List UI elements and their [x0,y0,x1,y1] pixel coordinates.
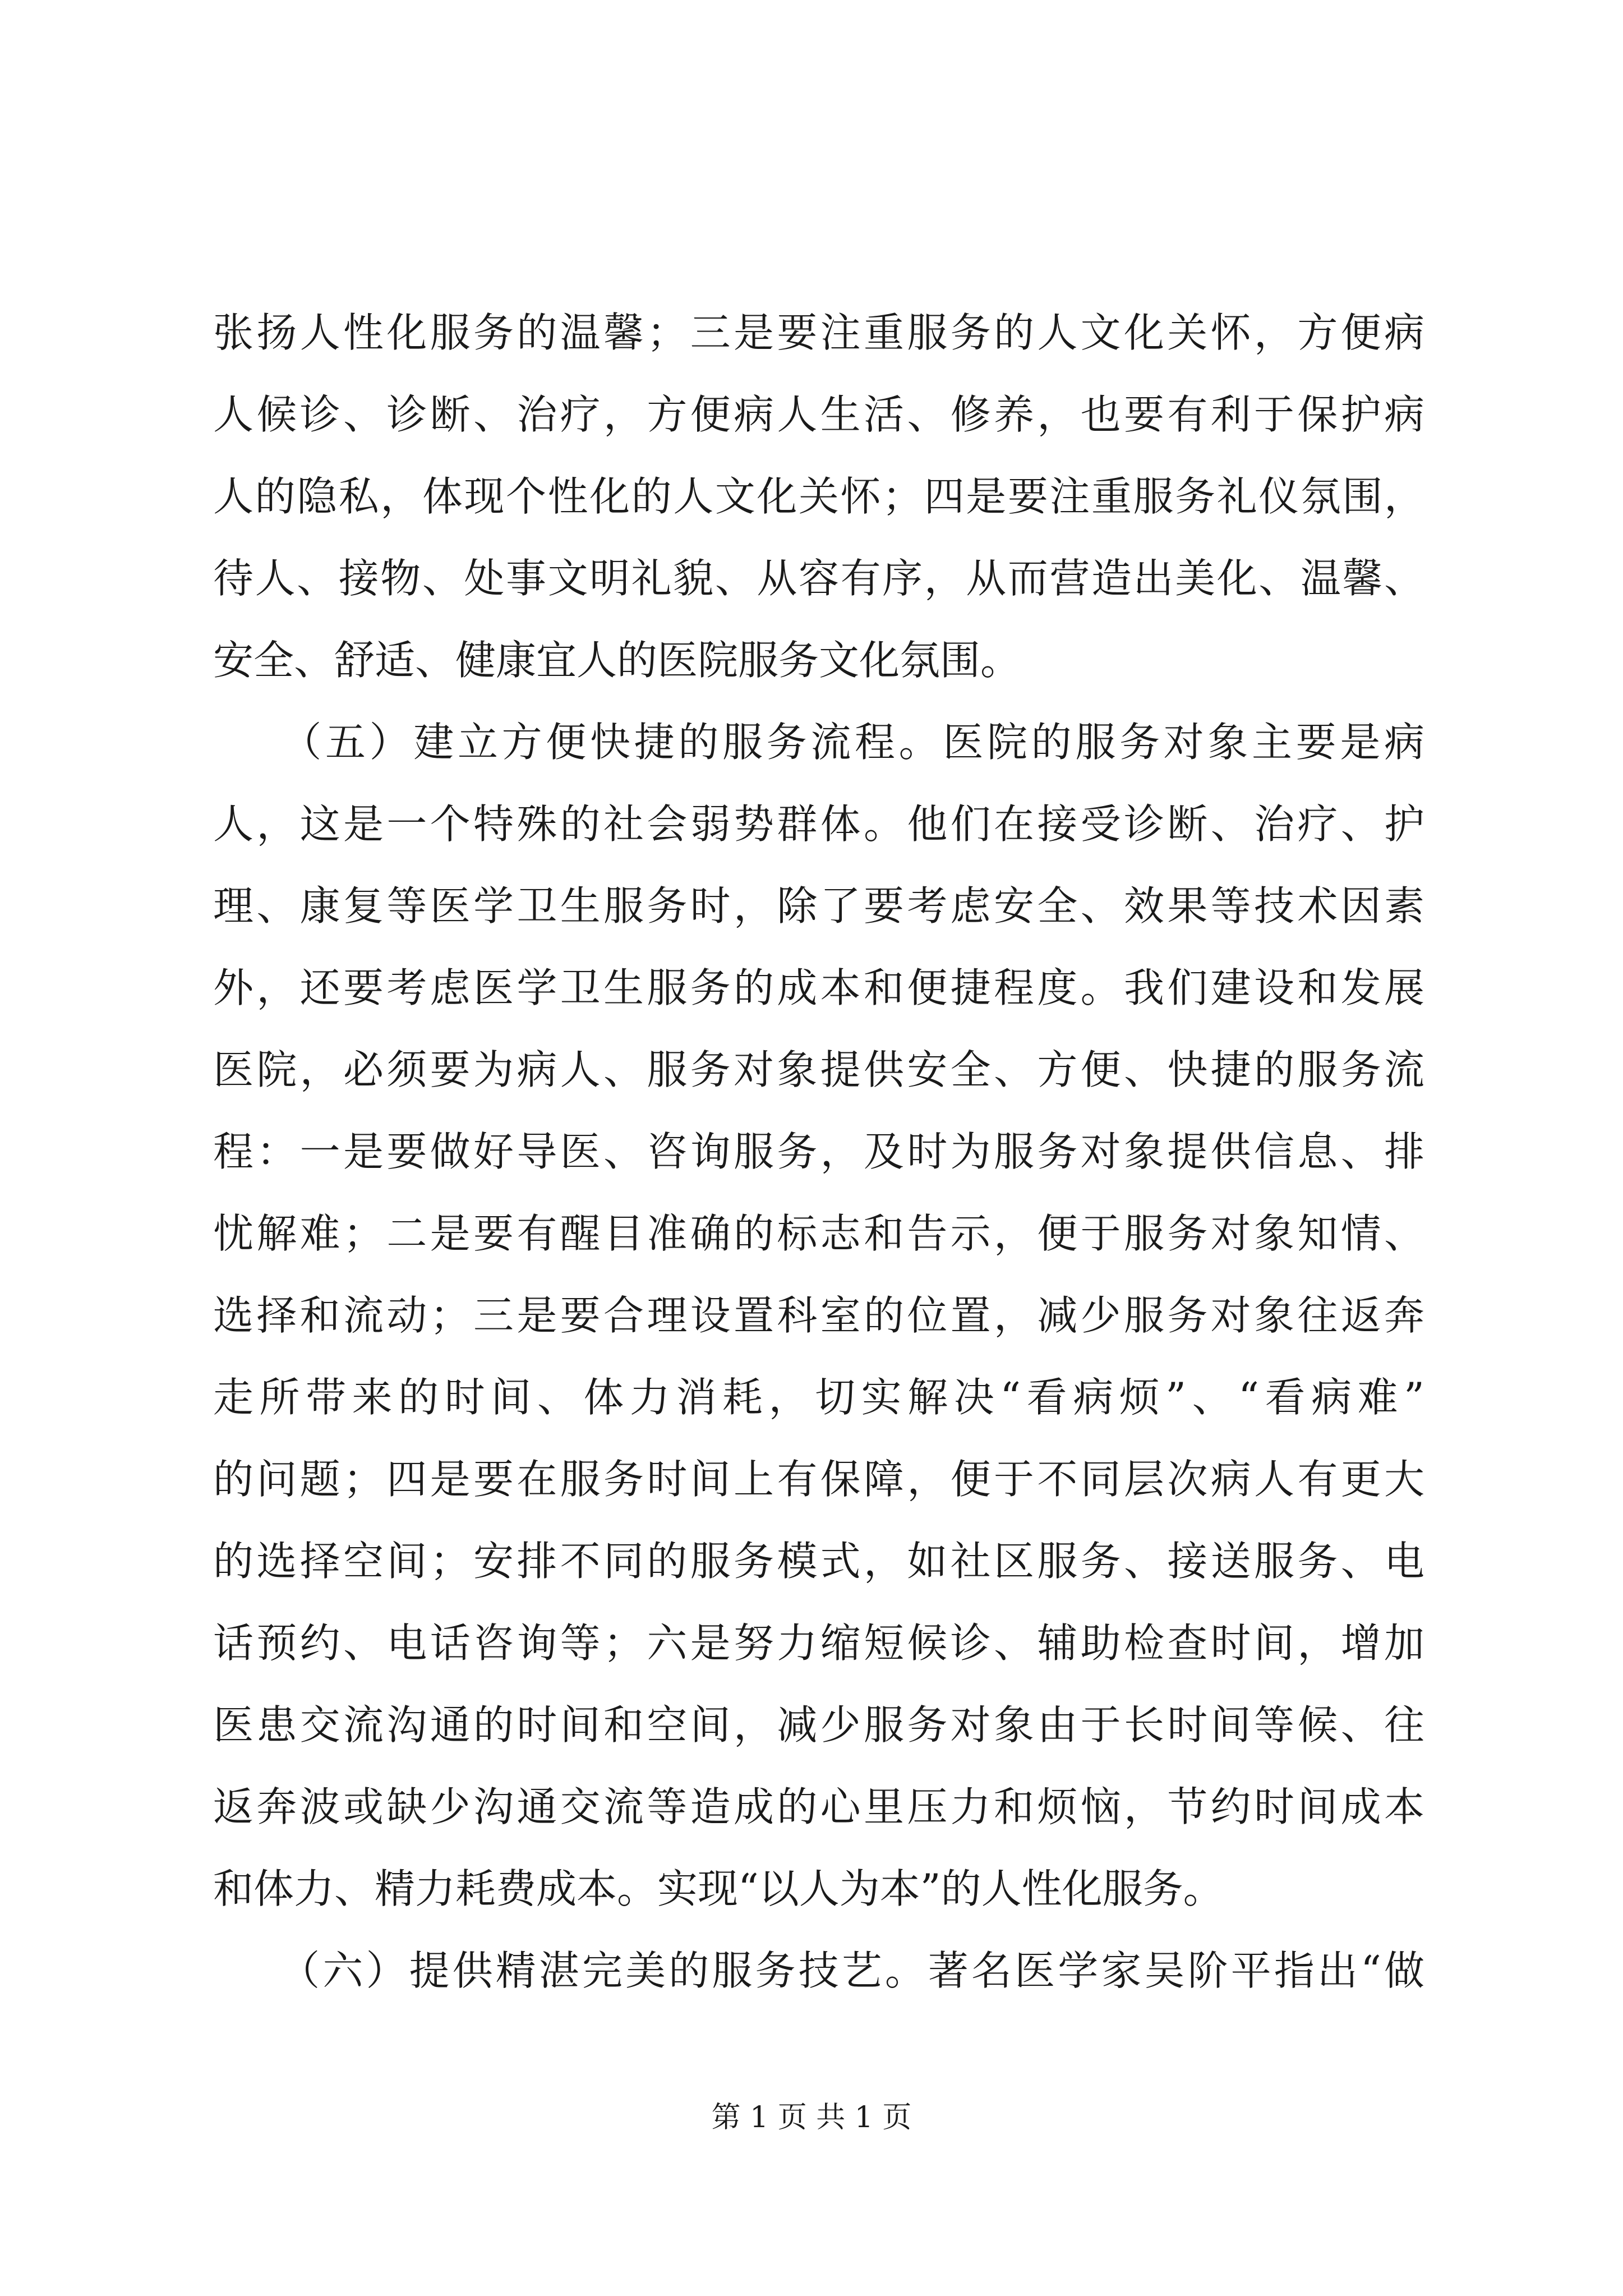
text-line: 的选择空间；安排不同的服务模式，如社区服务、接送服务、电 [213,1538,1424,1585]
text-line: （六）提供精湛完美的服务技艺。著名医学家吴阶平指出“做 [213,1947,1424,1994]
text-line: 话预约、电话咨询等；六是努力缩短候诊、辅助检查时间，增加 [213,1619,1424,1667]
text-line: 医患交流沟通的时间和空间，减少服务对象由于长时间等候、往 [213,1701,1424,1749]
text-line: 走所带来的时间、体力消耗，切实解决“看病烦”、“看病难” [213,1374,1424,1421]
text-line: （五）建立方便快捷的服务流程。医院的服务对象主要是病 [213,719,1424,766]
text-line: 选择和流动；三是要合理设置科室的位置，减少服务对象往返奔 [213,1292,1424,1339]
text-line: 张扬人性化服务的温馨；三是要注重服务的人文化关怀，方便病 [213,309,1424,356]
text-line: 和体力、精力耗费成本。实现“以人为本”的人性化服务。 [213,1865,1224,1912]
text-line: 理、康复等医学卫生服务时，除了要考虑安全、效果等技术因素 [213,882,1424,930]
text-line: 的问题；四是要在服务时间上有保障，便于不同层次病人有更大 [213,1456,1424,1503]
text-line: 程：一是要做好导医、咨询服务，及时为服务对象提供信息、排 [213,1128,1424,1175]
page-footer: 第 1 页 共 1 页 [711,2101,912,2134]
text-line: 返奔波或缺少沟通交流等造成的心里压力和烦恼，节约时间成本 [213,1783,1424,1830]
text-line: 人，这是一个特殊的社会弱势群体。他们在接受诊断、治疗、护 [213,800,1424,848]
text-line: 忧解难；二是要有醒目准确的标志和告示，便于服务对象知情、 [213,1210,1424,1257]
text-line: 医院，必须要为病人、服务对象提供安全、方便、快捷的服务流 [213,1046,1424,1093]
text-line: 外，还要考虑医学卫生服务的成本和便捷程度。我们建设和发展 [213,964,1424,1011]
text-line: 安全、舒适、健康宜人的医院服务文化氛围。 [213,637,1021,684]
text-line: 待人、接物、处事文明礼貌、从容有序，从而营造出美化、温馨、 [213,555,1424,602]
text-line: 人候诊、诊断、治疗，方便病人生活、修养，也要有利于保护病 [213,391,1424,438]
body-text [213,292,1424,2012]
text-line: 人的隐私，体现个性化的人文化关怀；四是要注重服务礼仪氛围， [213,473,1424,520]
